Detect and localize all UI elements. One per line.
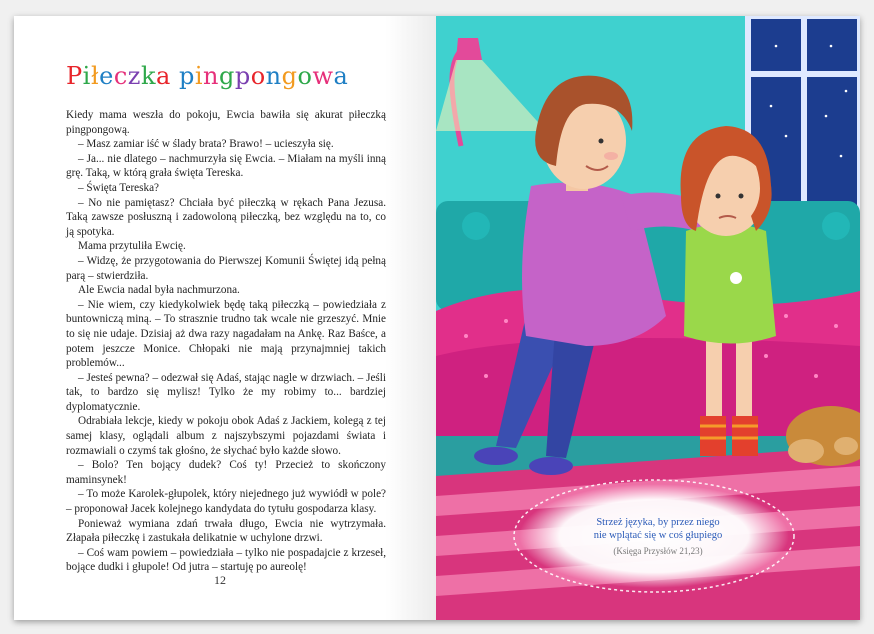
title-letter: w (312, 62, 334, 90)
title-letter: p (234, 62, 251, 90)
story-paragraph: Ale Ewcia nadal była nachmurzona. (78, 284, 240, 297)
book-spread (14, 16, 860, 620)
story-title (66, 62, 348, 90)
story-paragraph: – Święta Tereska? (78, 181, 160, 194)
story-paragraph: – To może Karolek-głupolek, który niejednego już wywiódł w pole? – proponował Jacek kolejnego kandydata do tytułu gospodarza klasy. (66, 488, 386, 516)
title-letter: ł (90, 62, 100, 90)
title-letter (171, 62, 179, 90)
title-letter: n (203, 62, 219, 90)
story-paragraph: – Jesteś pewna? – odezwał się Adaś, stając nagle w drzwiach. – Jeśli tak, to bardzo się mylisz! Tylko że my robimy to... bardziej dyplomatycznie. (66, 371, 386, 413)
title-letter: o (250, 62, 266, 90)
title-letter: o (297, 62, 313, 90)
title-letter: g (218, 62, 235, 90)
proverb-text (558, 516, 758, 542)
title-letter: c (113, 62, 128, 90)
story-paragraph: – Nie wiem, czy kiedykolwiek będę taką piłeczką – powiedziała z buntowniczą miną. – To strasznie trudno tak wcale nie grzeszyć. Mnie to się nie udaje. Dzisiaj aż dwa razy nagadałam na Ankę. Raz Baśce, a potem jeszcze Monice. Chłopaki nie mają przynajmniej takich problemów... (66, 298, 386, 370)
story-paragraph: – Ja... nie dlatego – nachmurzyła się Ewcia. – Miałam na myśli inną grę. Taką, w którą grała święta Tereska. (66, 152, 386, 180)
story-paragraph: – Bolo? Ten bojący dudek? Coś ty! Przecież to skończony maminsynek! (66, 459, 386, 486)
proverb-line-2: nie wplątać się w coś głupiego (593, 530, 723, 541)
page-number: 12 (214, 573, 226, 587)
story-paragraph: – No nie pamiętasz? Chciała być piłeczką w rękach Pana Jezusa. Taką zawsze posłuszną i zadowoloną piłeczką, bez względu na to, co ją spotyka. (66, 196, 386, 238)
story-paragraph: – Masz zamiar iść w ślady brata? Brawo! – ucieszyła się. (78, 138, 334, 151)
story-paragraph: Ponieważ wymiana zdań trwała długo, Ewcia nie wytrzymała. Złapała piłeczkę i zastukała delikatnie w uchylone drzwi. (66, 517, 386, 545)
title-letter: P (66, 62, 83, 90)
left-page (14, 16, 436, 620)
title-letter: i (194, 62, 203, 90)
illustration-page (436, 16, 860, 620)
story-paragraph: Kiedy mama weszła do pokoju, Ewcia bawiła się akurat piłeczką pingpongową. (66, 109, 386, 136)
story-text (66, 108, 386, 575)
title-letter: i (82, 62, 91, 90)
title-letter: g (281, 62, 298, 90)
story-paragraph: Mama przytuliła Ewcię. (78, 240, 186, 253)
story-paragraph: Odrabiała lekcje, kiedy w pokoju obok Adaś z Jackiem, kolegą z tej samej klasy, oglądali album z najszybszymi pojazdami świata i rozmawiali o czymś tak głośno, że słychać było każde słowo. (66, 415, 386, 457)
title-letter: p (178, 62, 195, 90)
title-letter: e (99, 62, 114, 90)
title-letter: z (127, 62, 141, 90)
story-paragraph: – Widzę, że przygotowania do Pierwszej Komunii Świętej idą pełną parą – stwierdziła. (66, 254, 386, 282)
title-letter: n (265, 62, 282, 90)
title-letter: k (140, 62, 156, 90)
proverb-source: (Księga Przysłów 21,23) (613, 546, 703, 556)
title-letter: a (333, 62, 349, 90)
story-paragraph: – Coś wam powiem – powiedziała – tylko nie pospadajcie z krzeseł, bojące dudki i głupole! Od jutra – startuję po aureolę! (66, 546, 386, 574)
proverb-line-1: Strzeż języka, by przez niego (596, 517, 720, 528)
title-letter: a (155, 62, 171, 90)
